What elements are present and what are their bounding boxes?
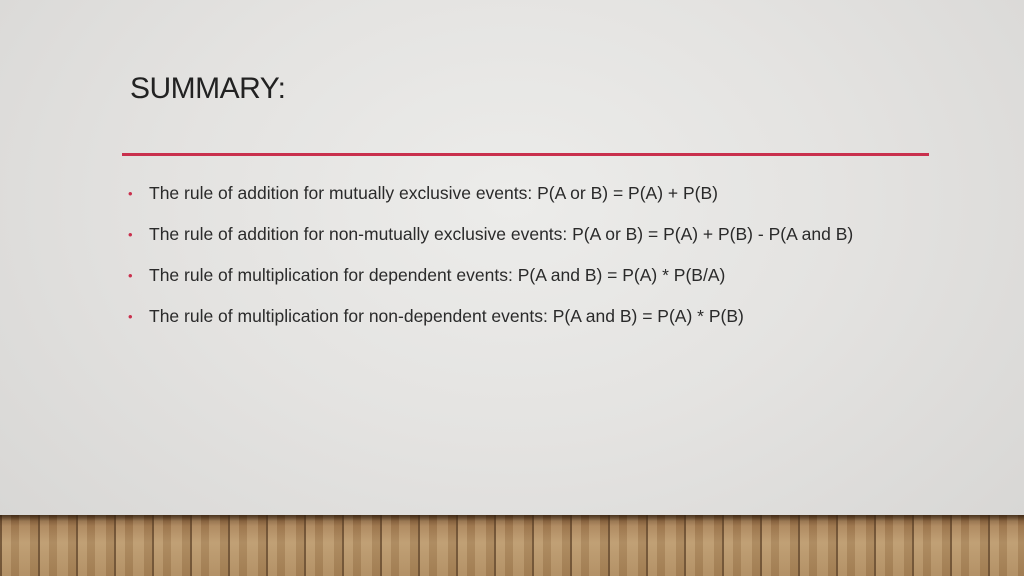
bullet-item — [128, 301, 928, 332]
bullet-text: The rule of multiplication for dependent events: P(A and B) = P(A) * P(B/A) — [149, 265, 726, 285]
wood-floor-decoration — [0, 515, 1024, 576]
bullet-icon: • — [128, 227, 133, 242]
bullet-list — [128, 178, 928, 342]
slide-title: SUMMARY: — [130, 72, 286, 105]
bullet-text: The rule of multiplication for non-dependent events: P(A and B) = P(A) * P(B) — [149, 306, 744, 326]
bullet-item — [128, 260, 928, 291]
bullet-icon: • — [128, 186, 133, 201]
floor-shadow — [0, 515, 1024, 521]
bullet-icon: • — [128, 268, 133, 283]
bullet-text: The rule of addition for non-mutually exclusive events: P(A or B) = P(A) + P(B) - P(A and B) — [149, 224, 854, 244]
bullet-text: The rule of addition for mutually exclusive events: P(A or B) = P(A) + P(B) — [149, 183, 718, 203]
bullet-item — [128, 178, 928, 209]
bullet-icon: • — [128, 309, 133, 324]
title-divider — [122, 153, 929, 156]
bullet-item — [128, 219, 928, 250]
